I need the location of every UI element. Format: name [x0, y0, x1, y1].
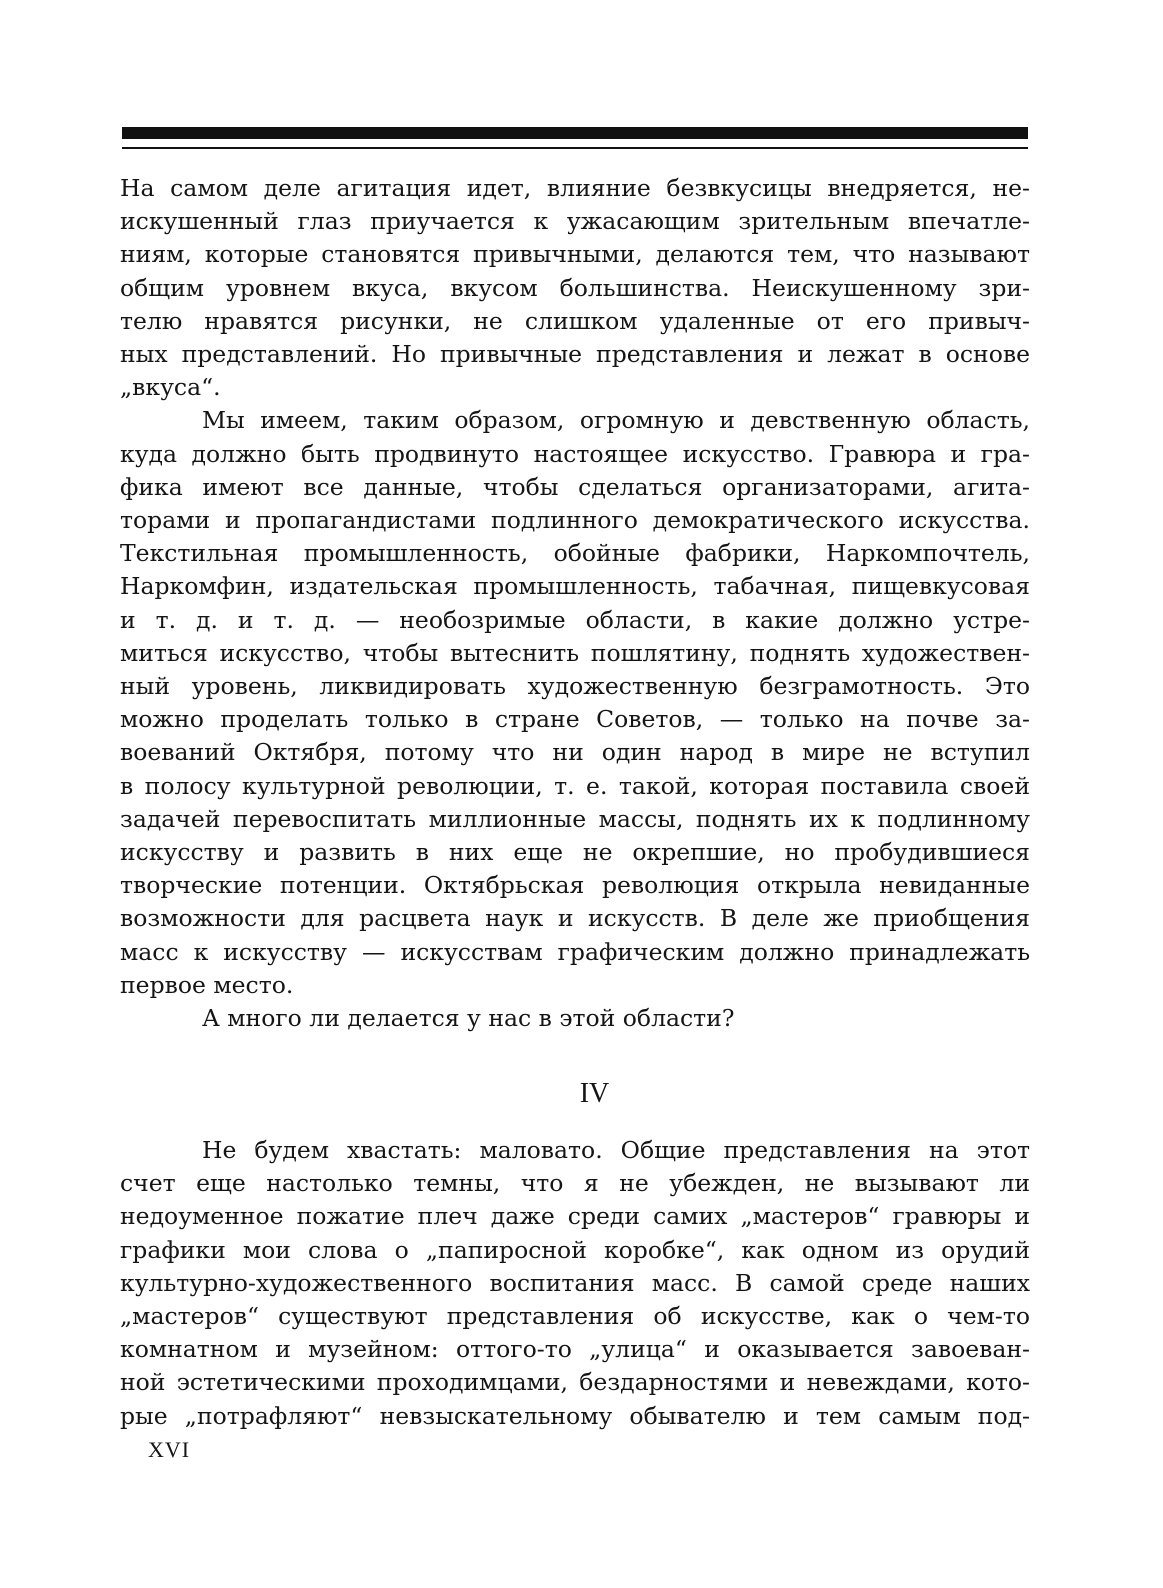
text-line: ниям, которые становятся привычными, делаются тем, что называют [120, 240, 1030, 269]
text-line: в полосу культурной революции, т. е. такой, которая поставила своей [120, 771, 1030, 800]
text-line: искусству и развить в них еще не окрепшие, но пробудившиеся [120, 838, 1030, 867]
text-line: „вкуса“. [120, 373, 221, 402]
text-line: На самом деле агитация идет, влияние безвкусицы внедряется, не- [120, 174, 1030, 202]
page-number: XVI [148, 1437, 191, 1462]
text-line: ных представлений. Но привычные представления и лежат в основе [120, 340, 1030, 369]
text-line: культурно-художественного воспитания масс. В самой среде наших [120, 1268, 1030, 1297]
text-line: масс к искусству — искусствам графическим должно принадлежать [120, 937, 1030, 966]
text-line: рые „потрафляют“ невзыскательному обывателю и тем самым под- [120, 1401, 1030, 1430]
text-line: творческие потенции. Октябрьская революция открыла невиданные [120, 871, 1030, 900]
text-line: фика имеют все данные, чтобы сделаться организаторами, агита- [120, 472, 1030, 501]
section-numeral: IV [579, 1078, 610, 1109]
paragraph-4 [120, 1134, 1030, 1433]
text-line: ной эстетическими проходимцами, бездарностями и невеждами, кото- [120, 1368, 1030, 1397]
paragraph-2 [120, 404, 1030, 1002]
text-line: Не будем хвастать: маловато. Общие представления на этот [202, 1136, 1030, 1164]
paragraph-3 [120, 1002, 1030, 1035]
text-line: счет еще настолько темны, что я не убежден, не вызывают ли [120, 1169, 1030, 1198]
header-rule-thin [122, 147, 1028, 149]
text-line: А много ли делается у нас в этой области? [202, 1004, 735, 1033]
text-line: и т. д. и т. д. — необозримые области, в какие должно устре- [120, 605, 1030, 634]
text-line: Наркомфин, издательская промышленность, табачная, пищевкусовая [120, 572, 1030, 601]
text-line: первое место. [120, 970, 294, 999]
header-rule-thick [122, 127, 1028, 139]
text-line: можно проделать только в стране Советов, — только на почве за- [120, 705, 1030, 734]
text-line: „мастеров“ существуют представления об искусстве, как о чем-то [120, 1302, 1030, 1331]
section-1-text [120, 172, 1030, 1035]
text-line: Мы имеем, таким образом, огромную и девственную область, [202, 406, 1030, 435]
text-line: общим уровнем вкуса, вкусом большинства. Неискушенному зри- [120, 273, 1030, 302]
paragraph-1 [120, 172, 1030, 404]
text-line: возможности для расцвета наук и искусств. В деле же приобщения [120, 904, 1030, 933]
text-line: комнатном и музейном: оттого-то „улица“ и оказывается завоеван- [120, 1335, 1030, 1364]
text-line: куда должно быть продвинуто настоящее искусство. Гравюра и гра- [120, 439, 1030, 468]
text-line: искушенный глаз приучается к ужасающим зрительным впечатле- [120, 207, 1030, 236]
text-line: недоуменное пожатие плеч даже среди самих „мастеров“ гравюры и [120, 1202, 1030, 1231]
section-2-text [120, 1134, 1030, 1433]
text-line: Текстильная промышленность, обойные фабрики, Наркомпочтель, [120, 539, 1030, 568]
text-line: воеваний Октября, потому что ни один народ в мире не вступил [120, 738, 1030, 767]
text-line: ный уровень, ликвидировать художественную безграмотность. Это [120, 672, 1030, 701]
text-line: задачей перевоспитать миллионные массы, поднять их к подлинному [120, 804, 1030, 833]
text-line: торами и пропагандистами подлинного демократического искусства. [120, 506, 1030, 535]
text-line: телю нравятся рисунки, не слишком удаленные от его привыч- [120, 306, 1030, 335]
text-line: миться искусство, чтобы вытеснить пошлятину, поднять художествен- [120, 638, 1030, 667]
text-line: графики мои слова о „папиросной коробке“, как одном из орудий [120, 1235, 1030, 1264]
